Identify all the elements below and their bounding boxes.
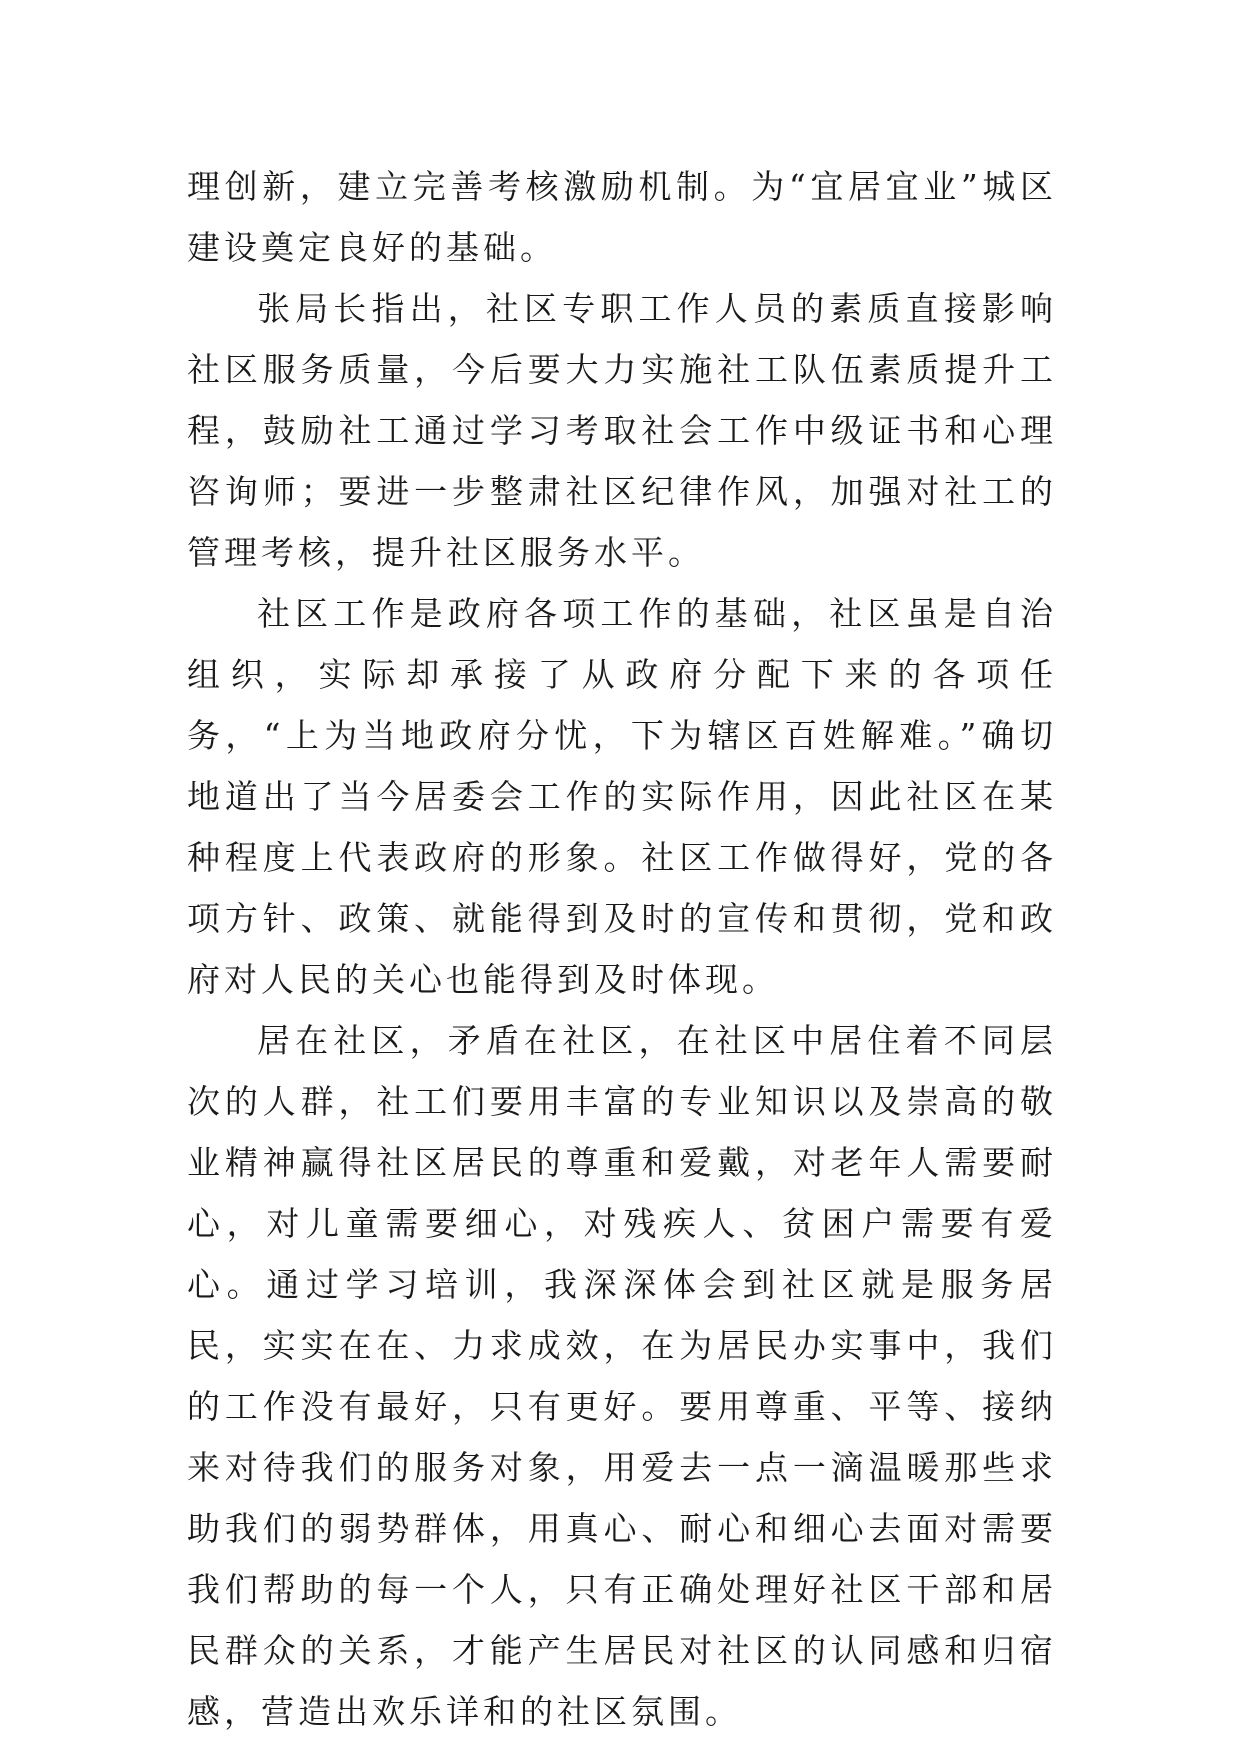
paragraph-4: 居在社区，矛盾在社区，在社区中居住着不同层次的人群，社工们要用丰富的专业知识以及崇高的敬业精神赢得社区居民的尊重和爱戴，对老年人需要耐心，对儿童需要细心，对残疾人、贫困户需要有爱心。通过学习培训，我深深体会到社区就是服务居民，实实在在、力求成效，在为居民办实事中，我们的工作没有最好，只有更好。要用尊重、平等、接纳来对待我们的服务对象，用爱去一点一滴温暖那些求助我们的弱势群体，用真心、耐心和细心去面对需要我们帮助的每一个人，只有正确处理好社区干部和居民群众的关系，才能产生居民对社区的认同感和归宿感，营造出欢乐详和的社区氛围。 <box>187 1021 1057 1731</box>
paragraph-3: 社区工作是政府各项工作的基础，社区虽是自治组织，实际却承接了从政府分配下来的各项任务，“上为当地政府分忧，下为辖区百姓解难。”确切地道出了当今居委会工作的实际作用，因此社区在某种程度上代表政府的形象。社区工作做得好，党的各项方针、政策、就能得到及时的宣传和贯彻，党和政府对人民的关心也能得到及时体现。 <box>187 594 1057 999</box>
paragraph-1: 理创新，建立完善考核激励机制。为“宜居宜业”城区建设奠定良好的基础。 <box>187 167 1057 267</box>
document-body <box>187 156 1057 1742</box>
paragraph-2: 张局长指出，社区专职工作人员的素质直接影响社区服务质量，今后要大力实施社工队伍素质提升工程，鼓励社工通过学习考取社会工作中级证书和心理咨询师；要进一步整肃社区纪律作风，加强对社工的管理考核，提升社区服务水平。 <box>187 289 1057 572</box>
